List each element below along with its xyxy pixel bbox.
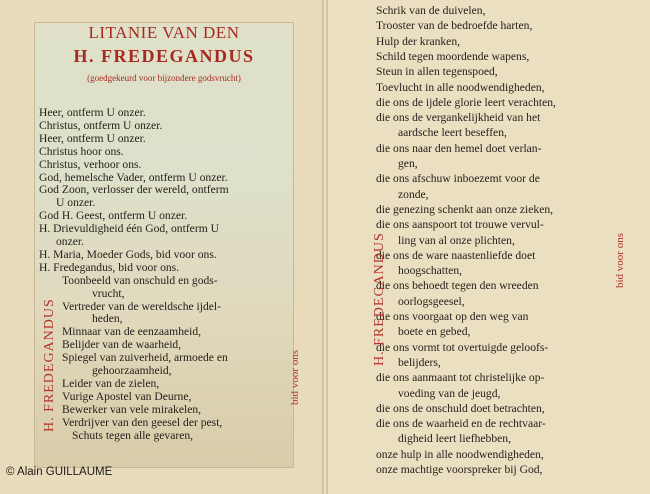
right-litany-line: onze hulp in alle noodwendigheden, — [376, 447, 544, 461]
left-litany-line: Christus, ontferm U onzer. — [39, 118, 163, 132]
right-litany-line: voeding van de jeugd, — [398, 386, 501, 400]
right-litany-line: Toevlucht in alle noodwendigheden, — [376, 80, 545, 94]
right-litany-line: hoogschatten, — [398, 264, 463, 278]
right-litany-line: die ons voorgaat op den weg van — [376, 310, 529, 323]
left-litany-line: God H. Geest, ontferm U onzer. — [39, 209, 188, 223]
right-litany-line: oorlogsgeesel, — [398, 294, 465, 308]
left-litany-line: H. Fredegandus, bid voor ons. — [39, 260, 180, 274]
right-litany-line: die ons de onschuld doet betrachten, — [376, 401, 545, 415]
right-litany-line: die ons afschuw inboezemt voor de — [376, 172, 540, 186]
left-litany-line: Spiegel van zuiverheid, armoede en — [62, 351, 228, 365]
left-litany-line: Vurige Apostel van Deurne, — [62, 389, 192, 403]
right-litany-line: zonde, — [398, 187, 429, 201]
left-litany-line: God Zoon, verlosser der wereld, ontferm — [39, 183, 229, 197]
right-litany-line: Hulp der kranken, — [376, 34, 461, 48]
left-litany-line: Bewerker van vele mirakelen, — [62, 402, 202, 416]
litany-subtitle: (goedgekeurd voor bijzondere godsvrucht) — [87, 73, 241, 83]
litany-title-line-2: H. FREDEGANDUS — [73, 46, 255, 66]
left-litany-line: Verdrijver van den geesel der pest, — [62, 415, 223, 429]
right-litany-line: die ons behoedt tegen den wreeden — [376, 279, 539, 293]
left-litany-line: Heer, ontferm U onzer. — [39, 131, 146, 145]
copyright-credit: © Alain GUILLAUME — [6, 466, 113, 478]
left-response-label: bid voor ons — [289, 350, 301, 405]
left-litany-line: Christus, verhoor ons. — [39, 157, 142, 171]
left-litany-line: Minnaar van de eenzaamheid, — [62, 325, 202, 339]
left-litany-line: Christus hoor ons. — [39, 144, 124, 158]
left-litany-line: gehoorzaamheid, — [92, 364, 172, 377]
right-litany-line: die ons naar den hemel doet verlan- — [376, 141, 542, 155]
right-litany-line: die ons de vergankelijkheid van het — [376, 111, 541, 125]
left-litany-line: H. Maria, Moeder Gods, bid voor ons. — [39, 247, 217, 261]
right-litany-line: die ons aanspoort tot trouwe vervul- — [376, 218, 544, 232]
right-litany-line: die ons aanmaant tot christelijke op- — [376, 371, 545, 385]
right-litany-line: ling van al onze plichten, — [398, 233, 515, 247]
left-litany-line: Vertreder van de wereldsche ijdel- — [62, 299, 222, 313]
right-saint-label: H. FREDEGANDUS — [372, 232, 387, 366]
right-litany-line: Trooster van de bedroefde harten, — [376, 19, 533, 33]
left-litany-line: Schuts tegen alle gevaren, — [72, 428, 194, 442]
right-litany-line: boete en gebed, — [398, 325, 471, 339]
right-litany-line: Schild tegen moordende wapens, — [376, 49, 530, 63]
right-litany-line: Schrik van de duivelen, — [376, 4, 486, 17]
page-fold — [322, 0, 328, 494]
left-litany-line: vrucht, — [92, 286, 125, 300]
left-litany-line: Toonbeeld van onschuld en gods- — [62, 273, 218, 287]
right-litany-line: die ons vormt tot overtuigde geloofs- — [376, 340, 549, 354]
left-litany-line: heden, — [92, 312, 123, 326]
left-litany-line: H. Drievuldigheid één God, ontferm U — [39, 222, 219, 236]
left-saint-label: H. FREDEGANDUS — [42, 298, 57, 432]
right-litany-line: die ons de ware naastenliefde doet — [376, 248, 536, 262]
right-litany-line: digheid leert liefhebben, — [398, 432, 511, 446]
right-litany-line: die genezing schenkt aan onze zieken, — [376, 202, 554, 216]
right-litany-line: Steun in allen tegenspoed, — [376, 65, 498, 79]
right-litany-line: die ons de waarheid en de rechtvaar- — [376, 417, 546, 431]
left-litany-line: God, hemelsche Vader, ontferm U onzer. — [39, 170, 228, 184]
right-litany-line: belijders, — [398, 355, 441, 369]
left-litany-line: U onzer. — [56, 196, 96, 210]
litany-title-line-1: LITANIE VAN DEN — [88, 23, 240, 42]
right-litany-line: gen, — [398, 157, 418, 170]
left-litany-line: Heer, ontferm U onzer. — [39, 106, 146, 119]
right-litany-line: aardsche leert beseffen, — [398, 126, 507, 140]
left-litany-line: Leider van de zielen, — [62, 376, 160, 390]
left-litany-line: Belijder van de waarheid, — [62, 338, 182, 352]
right-litany-line: die ons de ijdele glorie leert verachten, — [376, 95, 556, 109]
right-response-label: bid voor ons — [614, 233, 626, 288]
right-litany-line: onze machtige voorspreker bij God, — [376, 463, 543, 476]
left-litany-line: onzer. — [56, 235, 85, 248]
